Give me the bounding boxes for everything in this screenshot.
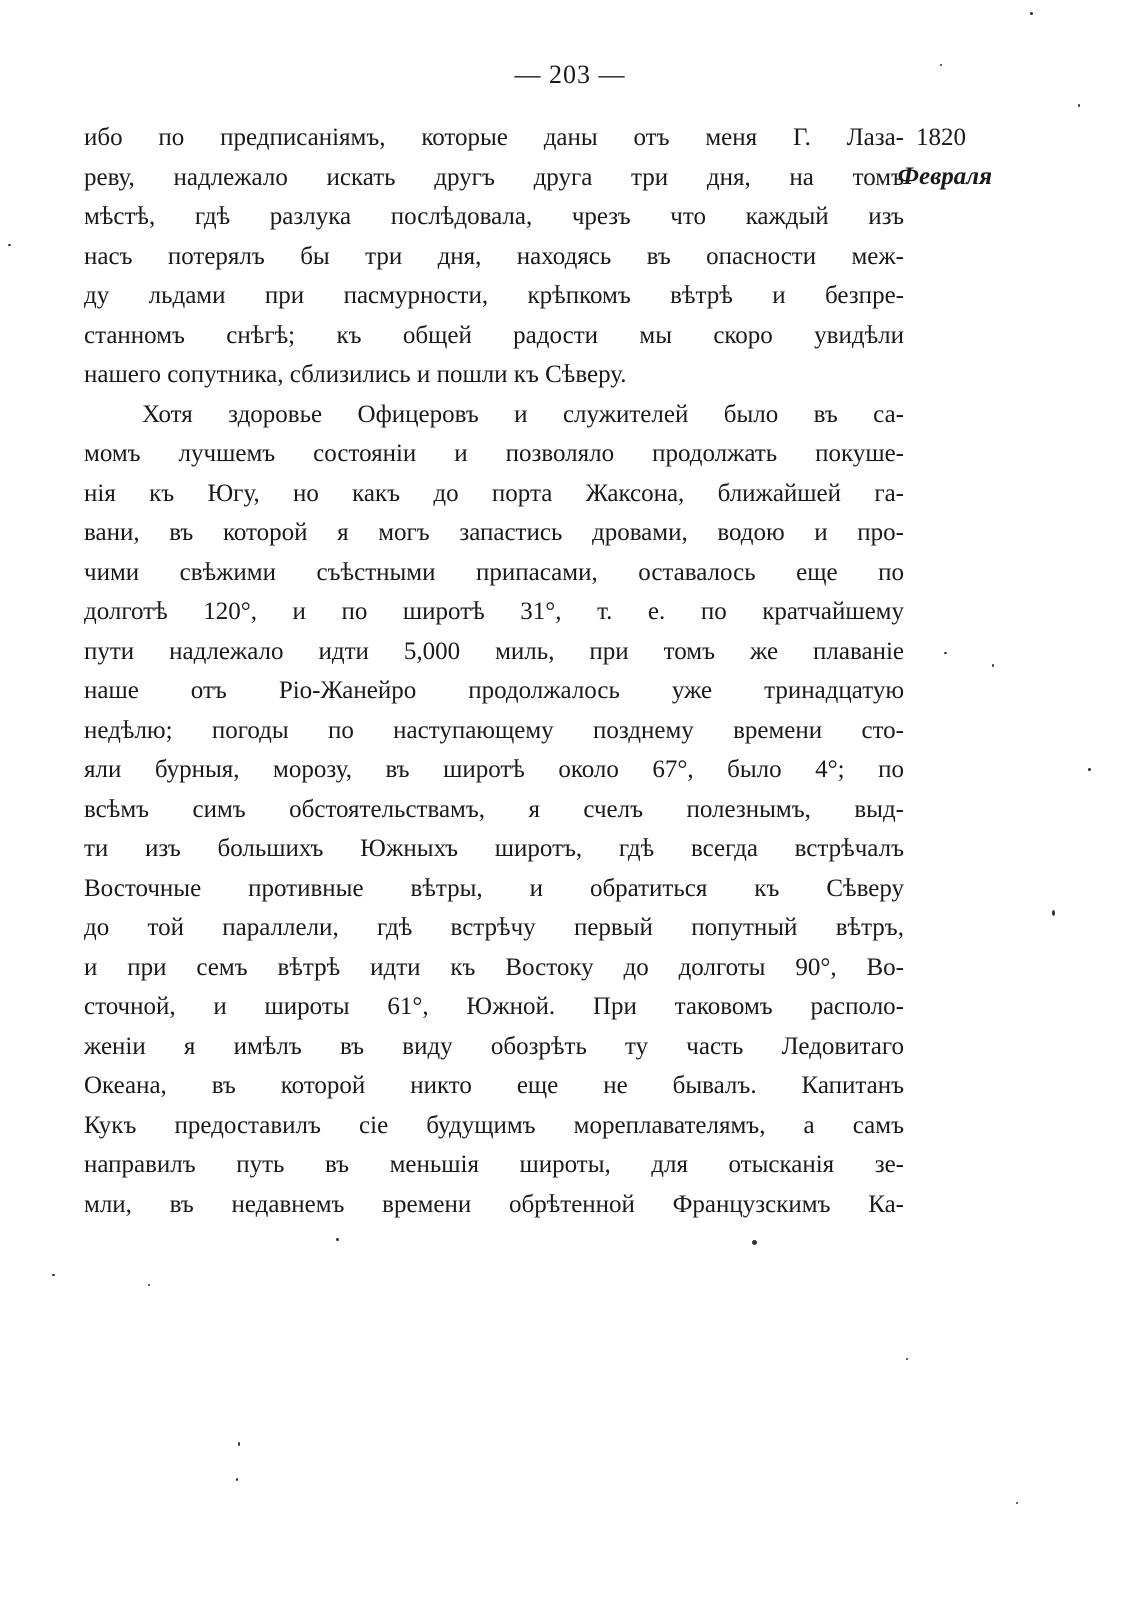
scan-speck — [1078, 104, 1080, 107]
text-line: Восточные противные вѣтры, и обратиться къ Сѣверу — [84, 874, 904, 902]
paragraph-2 — [84, 395, 904, 1225]
text-line: момъ лучшемъ состояніи и позволяло продолжать покуше- — [84, 440, 904, 467]
text-line: пути надлежало идти 5,000 миль, при томъ же плаваніе — [84, 637, 904, 665]
text-line: насъ потерялъ бы три дня, находясь въ опасности меж- — [84, 242, 904, 270]
text-line: сточной, и широты 61°, Южной. При таковомъ располо- — [84, 993, 904, 1020]
text-line: нашего сопутника, сблизились и пошли къ Сѣверу. — [84, 361, 627, 388]
margin-month: Февраля — [897, 163, 992, 190]
text-line: всѣмъ симъ обстоятельствамъ, я счелъ полезнымъ, выд- — [84, 795, 904, 823]
text-line: вани, въ которой я могъ запастись дровами, водою и про- — [84, 519, 904, 546]
scan-speck — [236, 1478, 238, 1481]
text-line: яли бурныя, морозу, въ широтѣ около 67°, было 4°; по — [84, 756, 904, 783]
text-line: наше отъ Ріо-Жанейро продолжалось уже тринадцатую — [84, 677, 904, 704]
scan-speck — [1016, 1502, 1018, 1504]
text-line: до той параллели, гдѣ встрѣчу первый попутный вѣтръ, — [84, 914, 904, 941]
text-line: мѣстѣ, гдѣ разлука послѣдовала, чрезъ что каждый изъ — [84, 203, 904, 230]
text-line: женіи я имѣлъ въ виду обозрѣть ту часть Ледовитаго — [84, 1032, 904, 1060]
scan-speck — [752, 1240, 757, 1245]
paragraph-1 — [84, 118, 904, 395]
text-line: мли, въ недавнемъ времени обрѣтенной Французскимъ Ка- — [84, 1190, 904, 1218]
text-line: и при семъ вѣтрѣ идти къ Востоку до долготы 90°, Во- — [84, 953, 904, 981]
text-line: реву, надлежало искать другъ друга три дня, на томъ — [84, 163, 904, 191]
text-line: станномъ снѣгѣ; къ общей радости мы скоро увидѣли — [84, 321, 904, 349]
text-line: направилъ путь въ меньшія широты, для отысканія зе- — [84, 1151, 904, 1178]
margin-year: 1820 — [916, 124, 966, 151]
scan-speck — [1052, 910, 1055, 916]
scan-speck — [8, 244, 11, 246]
text-line: чими свѣжими съѣстными припасами, оставалось еще по — [84, 558, 904, 586]
text-line: долготѣ 120°, и по широтѣ 31°, т. е. по кратчайшему — [84, 598, 904, 625]
text-line: ибо по предписаніямъ, которые даны отъ меня Г. Лаза- — [84, 124, 904, 151]
text-line: недѣлю; погоды по наступающему позднему времени сто- — [84, 716, 904, 744]
scan-speck — [52, 1274, 55, 1276]
scan-speck — [1030, 12, 1033, 15]
scan-speck — [336, 1238, 339, 1241]
text-line: нія къ Югу, но какъ до порта Жаксона, ближайшей га- — [84, 479, 904, 507]
scan-speck — [238, 1442, 240, 1446]
body-text — [84, 118, 904, 1224]
scan-speck — [992, 664, 994, 667]
text-line: ду льдами при пасмурности, крѣпкомъ вѣтрѣ и безпре- — [84, 282, 904, 309]
scan-speck — [148, 1284, 150, 1286]
page-number: — 203 — — [514, 60, 626, 89]
text-line: Хотя здоровье Офицеровъ и служителей было въ са- — [142, 400, 904, 428]
scan-speck — [906, 1358, 908, 1360]
scan-speck — [940, 64, 942, 66]
text-line: Океана, въ которой никто еще не бывалъ. Капитанъ — [84, 1072, 904, 1099]
text-line: Кукъ предоставилъ сіе будущимъ мореплавателямъ, а самъ — [84, 1111, 904, 1139]
scan-speck — [1088, 768, 1091, 771]
scan-speck — [944, 652, 947, 654]
text-line: ти изъ большихъ Южныхъ широтъ, гдѣ всегда встрѣчалъ — [84, 835, 904, 862]
